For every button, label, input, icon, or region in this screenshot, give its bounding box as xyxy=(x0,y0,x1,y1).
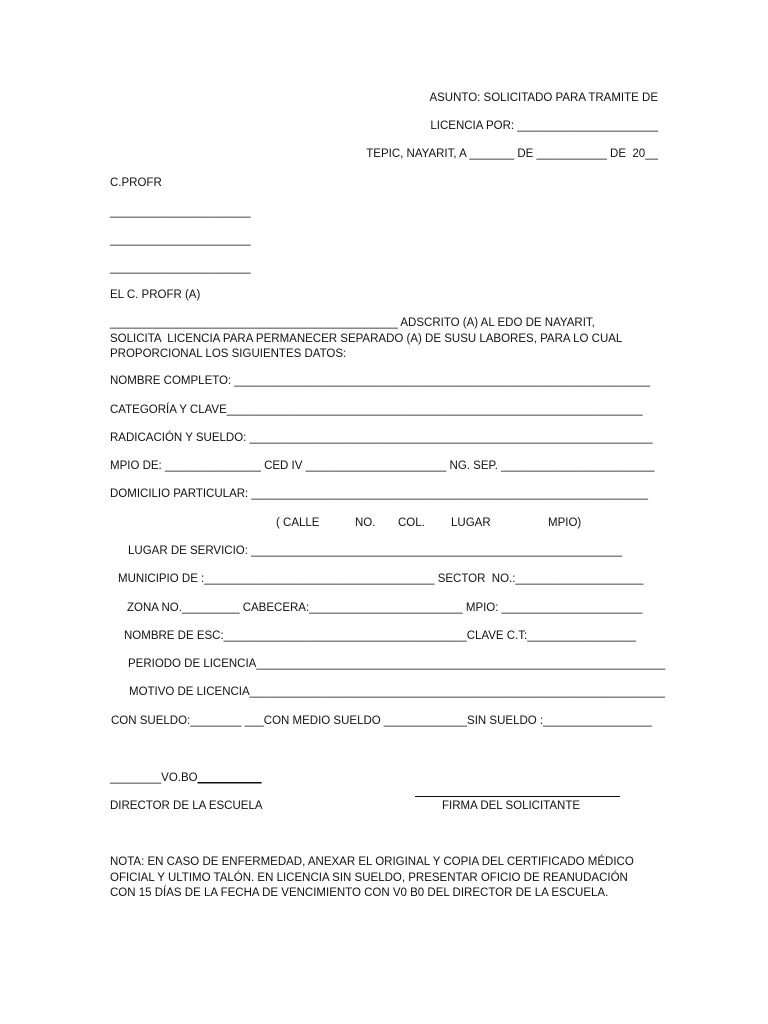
radicacion-sueldo-field: RADICACIÓN Y SUELDO: _______________________________________________________________ xyxy=(110,432,653,444)
asunto-line: ASUNTO: SOLICITADO PARA TRAMITE DE xyxy=(429,92,658,104)
place-date-line: TEPIC, NAYARIT, A _______ DE ___________ DE 20__ xyxy=(366,148,658,160)
address-part-col: COL. xyxy=(398,517,425,529)
intro-line: SOLICITA LICENCIA PARA PERMANECER SEPARADO (A) DE SUSU LABORES, PARA LO CUAL xyxy=(110,333,623,345)
sueldo-options-field: CON SUELDO:________ ___CON MEDIO SUELDO _____________SIN SUELDO :_________________ xyxy=(111,715,652,727)
nota-line: OFICIAL Y ULTIMO TALÓN. EN LICENCIA SIN SUELDO, PRESENTAR OFICIO DE REANUDACIÓN xyxy=(110,872,628,884)
municipio-sector-field: MUNICIPIO DE :____________________________________ SECTOR NO.:____________________ xyxy=(118,573,644,585)
director-label: DIRECTOR DE LA ESCUELA xyxy=(110,800,263,812)
nota-line: NOTA: EN CASO DE ENFERMEDAD, ANEXAR EL ORIGINAL Y COPIA DEL CERTIFICADO MÉDICO xyxy=(110,856,634,868)
vobo-blank: __________ xyxy=(197,772,262,784)
addressee-blank: ______________________ xyxy=(110,234,251,246)
periodo-licencia-field: PERIODO DE LICENCIA________________________________________________________________ xyxy=(128,658,666,670)
intro-line: PROPORCIONAL LOS SIGUIENTES DATOS: xyxy=(110,348,347,360)
addressee-title: C.PROFR xyxy=(110,177,162,189)
firma-solicitante-label: FIRMA DEL SOLICITANTE xyxy=(442,800,581,812)
licencia-por-line: LICENCIA POR: ______________________ xyxy=(430,120,658,132)
address-part-mpio: MPIO) xyxy=(548,517,582,529)
mpio-ced-ng-field: MPIO DE: _______________ CED IV ______________________ NG. SEP. ________________________ xyxy=(110,460,655,472)
address-part-calle: ( CALLE xyxy=(276,517,320,529)
vobo-blank: ________ xyxy=(110,772,162,784)
address-part-no: NO. xyxy=(355,517,376,529)
nombre-completo-field: NOMBRE COMPLETO: _________________________________________________________________ xyxy=(110,375,651,387)
zona-cabecera-mpio-field: ZONA NO._________ CABECERA:________________________ MPIO: ______________________ xyxy=(127,602,643,614)
vobo-line xyxy=(110,771,262,785)
addressee-blank: ______________________ xyxy=(110,262,251,274)
vobo-label: VO.BO xyxy=(161,772,198,784)
nota-line: CON 15 DÍAS DE LA FECHA DE VENCIMIENTO CON V0 B0 DEL DIRECTOR DE LA ESCUELA. xyxy=(110,887,609,899)
lugar-servicio-field: LUGAR DE SERVICIO: __________________________________________________________ xyxy=(128,545,623,557)
el-c-profr-label: EL C. PROFR (A) xyxy=(110,289,201,301)
domicilio-field: DOMICILIO PARTICULAR: ______________________________________________________________ xyxy=(110,488,648,500)
address-part-lugar: LUGAR xyxy=(451,517,491,529)
categoria-clave-field: CATEGORÍA Y CLAVE_________________________________________________________________ xyxy=(110,404,643,416)
motivo-licencia-field: MOTIVO DE LICENCIA_________________________________________________________________ xyxy=(129,686,665,698)
intro-line: _____________________________________________ ADSCRITO (A) AL EDO DE NAYARIT, xyxy=(110,317,595,329)
addressee-blank: ______________________ xyxy=(110,206,251,218)
nombre-esc-clave-field: NOMBRE DE ESC:______________________________________CLAVE C.T:_________________ xyxy=(124,630,636,642)
signature-rule xyxy=(415,796,620,797)
